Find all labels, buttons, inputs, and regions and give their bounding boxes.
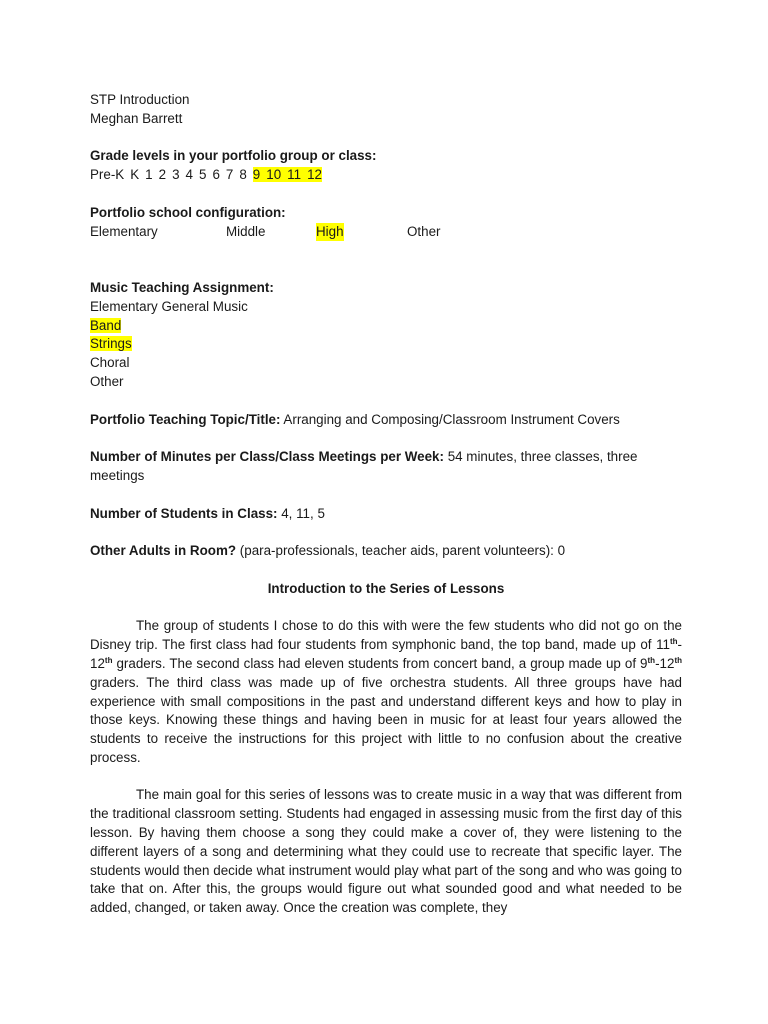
students-label: Number of Students in Class:	[90, 505, 278, 521]
grade-item-highlighted: 12	[307, 167, 322, 183]
section-title: Introduction to the Series of Lessons	[267, 580, 505, 596]
grade-levels-row	[90, 166, 682, 185]
author-name: Meghan Barrett	[90, 110, 183, 126]
grade-item-highlighted: 9	[252, 167, 261, 183]
teaching-topic-label: Portfolio Teaching Topic/Title:	[90, 411, 281, 427]
intro-paragraph-1: The group of students I chose to do this with were the few students who did not go on the Disney trip. The first class had four students from symphonic band, the top band, made up of 11th-12th graders. The second class had eleven students from concert band, a group made up of 9th-12th graders. The third class was made up of five orchestra students. All three groups have had experience with small compositions in the past and understand different keys and how to play in those keys. Knowing these things and having been in music for at least four years allowed the students to receive the instructions for this project with little to no confusion about the creative process.	[90, 618, 682, 765]
grade-item-highlighted: 10	[266, 167, 282, 183]
grade-item: 1	[145, 167, 153, 183]
students-value: 4, 11, 5	[277, 505, 325, 521]
assignment-item: Elementary General Music	[90, 298, 248, 314]
config-option-middle: Middle	[226, 223, 266, 239]
grade-item: 2	[158, 167, 167, 183]
school-configuration-row	[90, 223, 682, 242]
school-configuration-label: Portfolio school configuration:	[90, 204, 286, 220]
grade-item-highlighted: 11	[287, 167, 302, 183]
document-body	[90, 91, 682, 918]
adults-row	[90, 542, 682, 561]
minutes-row	[90, 448, 682, 486]
students-row	[90, 505, 682, 524]
config-option-high: High	[316, 223, 344, 242]
grade-item: 3	[172, 167, 180, 183]
assignment-item-strings: Strings	[90, 336, 132, 352]
teaching-topic-value: Arranging and Composing/Classroom Instrument Covers	[280, 411, 620, 427]
assignment-item: Choral	[90, 355, 130, 371]
minutes-value: 54 minutes, three classes, three meetings	[90, 449, 638, 483]
teaching-topic-row	[90, 411, 682, 430]
adults-label: Other Adults in Room?	[90, 543, 237, 559]
grade-levels-label: Grade levels in your portfolio group or class:	[90, 148, 377, 164]
grade-item: Pre-K	[90, 167, 125, 183]
document-title: STP Introduction	[90, 92, 190, 107]
grade-item: 8	[239, 167, 247, 183]
assignment-item-band: Band	[90, 317, 122, 333]
grade-item: 4	[185, 167, 193, 183]
highlighted-grades	[253, 167, 322, 182]
config-option-elementary: Elementary	[90, 223, 158, 239]
config-option-other: Other	[407, 223, 441, 239]
grade-item: 5	[198, 167, 207, 183]
minutes-label: Number of Minutes per Class/Class Meetings per Week:	[90, 449, 444, 465]
grade-item: 6	[212, 167, 220, 183]
grade-item: 7	[225, 167, 234, 183]
adults-value: (para-professionals, teacher aids, parent volunteers): 0	[236, 543, 566, 559]
grade-item: K	[130, 167, 140, 183]
intro-paragraph-2: The main goal for this series of lessons was to create music in a way that was different from the traditional classroom setting. Students had engaged in assessing music from the first day of this lesson. By having them choose a song they could make a cover of, they were listening to the different layers of a song and determining what they could use to recreate that specific layer. The students would then decide what instrument would play what part of the song and who was going to take that on. After this, the groups would figure out what sounded good and what needed to be added, changed, or taken away. Once the creation was complete, they	[90, 787, 682, 916]
teaching-assignment-label: Music Teaching Assignment:	[90, 279, 274, 295]
assignment-item: Other	[90, 373, 124, 389]
